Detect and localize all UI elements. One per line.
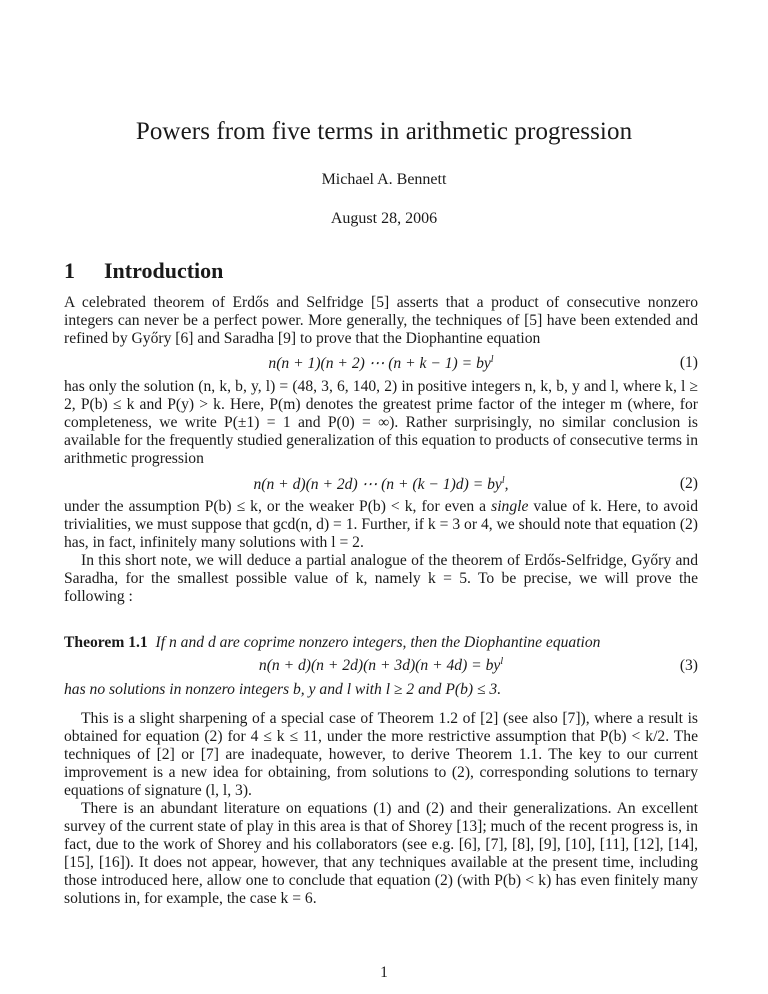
paragraph-4: In this short note, we will deduce a partial analogue of the theorem of Erdős-Selfridge, Győry and Saradha, for the smallest possible value of k, namely k = 5. To be precise, we will prove the following : bbox=[64, 552, 698, 605]
section-title: Introduction bbox=[104, 258, 224, 283]
equation-number: (3) bbox=[679, 657, 698, 674]
equation-expression: n(n + 1)(n + 2) ⋯ $(n + k - 1) = by^l$ bbox=[268, 354, 494, 372]
paragraph-text: This is a slight sharpening of a special case of Theorem 1.2 of [2] (see also [7]), where a result is obtained for equation (2) for 4 ≤ k ≤ 11, under the more restrictive assumption that P(b) < k/2. The techniques of [2] or [7] are inadequate, however, to derive Theorem 1.1. The key to our current improvement is a new idea for obtaining, from solutions to (2), corresponding solutions to ternary equations of signature (l, l, 3). bbox=[64, 710, 698, 799]
paragraph-2 bbox=[64, 378, 698, 468]
theorem-label: Theorem 1.1 bbox=[64, 634, 148, 651]
equation-3 bbox=[64, 657, 698, 677]
paragraph-1 bbox=[64, 294, 698, 348]
theorem-statement: If n and d are coprime nonzero integers, then the Diophantine equation bbox=[155, 634, 601, 651]
paper-title: Powers from five terms in arithmetic progression bbox=[135, 118, 633, 145]
theorem-conclusion: has no solutions in nonzero integers b, y and l with l ≥ 2 and P(b) ≤ 3. bbox=[64, 681, 502, 698]
page-number: 1 bbox=[380, 964, 388, 981]
paragraph-3: under the assumption P(b) ≤ k, or the weaker P(b) < k, for even a single value of k. Here, to avoid trivialities, we must suppose that gcd(n, d) = 1. Further, if k = 3 or 4, we should note that equation (2) has, in fact, infinitely many solutions with l = 2. In this short note, we will deduce a partial analogue of the theorem of Erdős-Selfridge, Győry and Saradha, for the smallest possible value of k, namely k = 5. To be precise, we will prove the following : bbox=[64, 498, 698, 605]
theorem-block bbox=[64, 634, 698, 652]
equation-2 bbox=[64, 475, 698, 495]
section-heading bbox=[64, 258, 223, 284]
equation-expression: n(n + d)(n + 2d) ⋯ $(n + (k - 1)d) = by^l$, bbox=[253, 475, 509, 493]
author-name: Michael A. Bennett bbox=[321, 171, 447, 188]
paragraph-text: has only the solution (n, k, b, y, l) = (48, 3, 6, 140, 2) in positive integers n, k, b, y and l, where k, l ≥ 2, P(b) ≤ k and P(y) > k. Here, P(m) denotes the greatest prime factor of the integer m (where, for completeness, we write P(±1) = 1 and P(0) = ∞). Rather surprisingly, no similar conclusion is available for the frequently studied generalization of this equation to products of consecutive terms in arithmetic progression bbox=[64, 378, 698, 467]
section-number: 1 bbox=[64, 258, 75, 283]
paper-date: August 28, 2006 bbox=[330, 210, 438, 227]
paragraph-5 bbox=[64, 710, 698, 908]
paragraph-text: A celebrated theorem of Erdős and Selfridge [5] asserts that a product of consecutive nonzero integers can never be a perfect power. More generally, the techniques of [5] have been extended and refined by Győry [6] and Saradha [9] to prove that the Diophantine equation bbox=[64, 294, 698, 347]
equation-1 bbox=[64, 354, 698, 374]
equation-expression: $n(n + d)(n + 2d)(n + 3d)(n + 4d) = by^l$ bbox=[258, 656, 504, 674]
equation-number: (2) bbox=[679, 475, 698, 492]
paragraph-6: There is an abundant literature on equations (1) and (2) and their generalizations. An excellent survey of the current state of play in this area is that of Shorey [13]; much of the recent progress is, in fact, due to the work of Shorey and his collaborators (see e.g. [6], [7], [8], [9], [10], [11], [12], [14], [15], [16]). It does not appear, however, that any techniques available at the present time, including those introduced here, allow one to conclude that equation (2) (with P(b) < k) has even finitely many solutions in, for example, the case k = 6. bbox=[64, 800, 698, 907]
emphasis: single bbox=[491, 498, 529, 515]
equation-number: (1) bbox=[679, 354, 698, 371]
